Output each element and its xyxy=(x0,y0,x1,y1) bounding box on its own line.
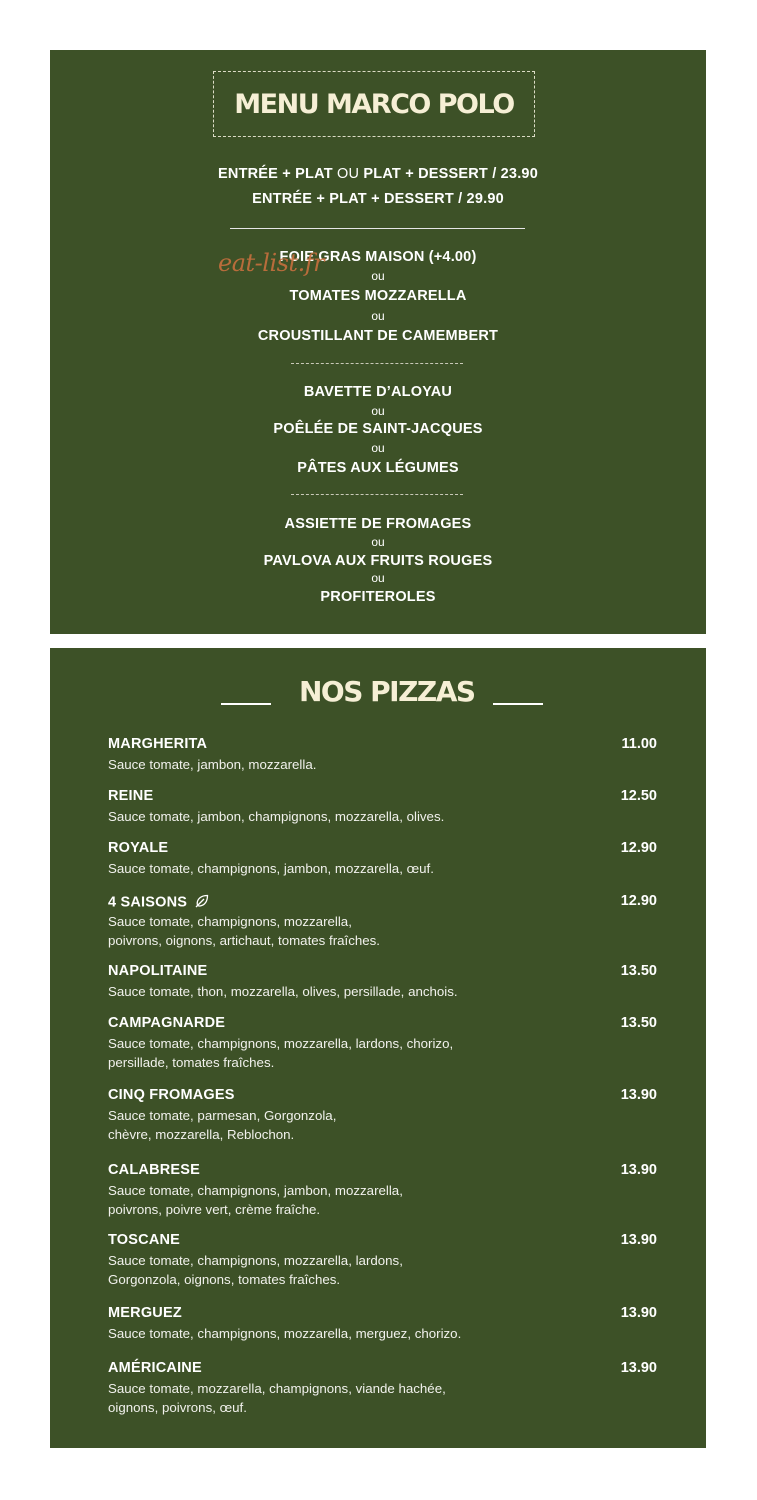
pizza-name-text: CALABRESE xyxy=(108,1162,201,1178)
formula-line-1 xyxy=(50,167,706,182)
pizza-description: Sauce tomate, champignons, jambon, mozzarella, poivrons, poivre vert, crème fraîche. xyxy=(108,1183,403,1217)
pizza-price: 13.90 xyxy=(620,1360,657,1376)
pizza-price: 13.90 xyxy=(620,1087,657,1103)
pizza-name-text: MERGUEZ xyxy=(108,1305,182,1321)
plat-saint-jacques: POÊLÉE DE SAINT-JACQUES xyxy=(273,421,483,437)
or-separator: ou xyxy=(371,269,385,283)
pizza-name xyxy=(108,964,207,979)
pizza-name-text: TOSCANE xyxy=(108,1232,181,1248)
plat-bavette: BAVETTE D’ALOYAU xyxy=(303,384,453,400)
pizza-price: 13.90 xyxy=(620,1305,657,1321)
menu-marco-polo-panel xyxy=(50,50,706,634)
formula-or: OU xyxy=(337,166,360,182)
pizza-name xyxy=(108,737,207,752)
formula-part-1: ENTRÉE + PLAT xyxy=(218,166,333,182)
entree-croustillant-camembert: CROUSTILLANT DE CAMEMBERT xyxy=(257,328,499,344)
pizzas-title: NOS PIZZAS xyxy=(299,675,475,708)
entree-tomates-mozzarella: TOMATES MOZZARELLA xyxy=(289,288,467,304)
or-separator: ou xyxy=(371,404,385,418)
pizza-name-text: MARGHERITA xyxy=(108,736,208,752)
pizza-name-text: CINQ FROMAGES xyxy=(108,1087,235,1103)
pizza-name-text: ROYALE xyxy=(108,840,169,856)
menu-title: MENU MARCO POLO xyxy=(234,88,514,120)
or-separator: ou xyxy=(371,309,385,323)
pizza-price: 13.50 xyxy=(620,1015,657,1031)
pizza-name xyxy=(108,1088,235,1103)
pizza-price: 12.90 xyxy=(620,893,657,909)
course-divider xyxy=(291,363,463,364)
pizza-description: Sauce tomate, parmesan, Gorgonzola, chèvre, mozzarella, Reblochon. xyxy=(108,1108,337,1142)
or-separator: ou xyxy=(371,535,385,549)
leaf-icon xyxy=(195,894,209,912)
pizza-description: Sauce tomate, thon, mozzarella, olives, persillade, anchois. xyxy=(108,984,458,999)
pizza-name xyxy=(108,1306,182,1321)
menu-title-frame xyxy=(213,71,535,137)
pizza-description: Sauce tomate, champignons, mozzarella, poivrons, oignons, artichaut, tomates fraîches. xyxy=(108,914,380,948)
formula-divider xyxy=(230,228,525,229)
heading-line-left xyxy=(221,703,271,705)
pizza-price: 13.90 xyxy=(620,1232,657,1248)
pizza-description: Sauce tomate, champignons, jambon, mozzarella, œuf. xyxy=(108,861,434,876)
pizza-name xyxy=(108,789,153,804)
formula-part-2: PLAT + DESSERT / 23.90 xyxy=(363,166,538,182)
pizza-name-text: 4 SAISONS xyxy=(108,894,188,911)
or-separator: ou xyxy=(371,571,385,585)
course-divider xyxy=(291,494,463,495)
pizza-name xyxy=(108,1163,200,1178)
pizza-price: 12.90 xyxy=(620,840,657,856)
or-separator: ou xyxy=(371,441,385,455)
pizza-description: Sauce tomate, mozzarella, champignons, viande hachée, oignons, poivrons, œuf. xyxy=(108,1381,446,1415)
pizza-name-text: REINE xyxy=(108,788,154,804)
pizza-name xyxy=(108,1233,180,1248)
pizza-description: Sauce tomate, jambon, champignons, mozzarella, olives. xyxy=(108,809,445,824)
pizza-name xyxy=(108,1361,202,1376)
plat-pates-legumes: PÂTES AUX LÉGUMES xyxy=(297,460,459,476)
dessert-assiette-fromages: ASSIETTE DE FROMAGES xyxy=(284,516,472,532)
heading-line-right xyxy=(493,703,543,705)
pizza-name-text: AMÉRICAINE xyxy=(108,1360,202,1376)
pizza-price: 13.50 xyxy=(620,963,657,979)
pizza-price: 12.50 xyxy=(620,788,657,804)
pizza-price: 13.90 xyxy=(620,1162,657,1178)
pizzas-panel xyxy=(50,648,706,1448)
pizza-price: 11.00 xyxy=(621,736,657,752)
formula-line-2: ENTRÉE + PLAT + DESSERT / 29.90 xyxy=(252,191,504,207)
pizza-description: Sauce tomate, champignons, mozzarella, lardons, chorizo, persillade, tomates fraîches. xyxy=(108,1036,454,1070)
pizza-description: Sauce tomate, jambon, mozzarella. xyxy=(108,757,317,772)
dessert-pavlova: PAVLOVA AUX FRUITS ROUGES xyxy=(263,553,493,569)
pizza-name xyxy=(108,1016,225,1031)
pizza-name xyxy=(108,841,168,856)
pizza-description: Sauce tomate, champignons, mozzarella, merguez, chorizo. xyxy=(108,1326,462,1341)
pizza-description: Sauce tomate, champignons, mozzarella, lardons, Gorgonzola, oignons, tomates fraîches. xyxy=(108,1253,403,1287)
pizza-name-text: CAMPAGNARDE xyxy=(108,1015,226,1031)
dessert-profiteroles: PROFITEROLES xyxy=(320,589,436,605)
watermark: eat-list.fr xyxy=(218,249,325,277)
entree-foie-gras: FOIE GRAS MAISON (+4.00) xyxy=(279,249,477,265)
pizza-name-text: NAPOLITAINE xyxy=(108,963,208,979)
pizza-name xyxy=(108,894,209,912)
